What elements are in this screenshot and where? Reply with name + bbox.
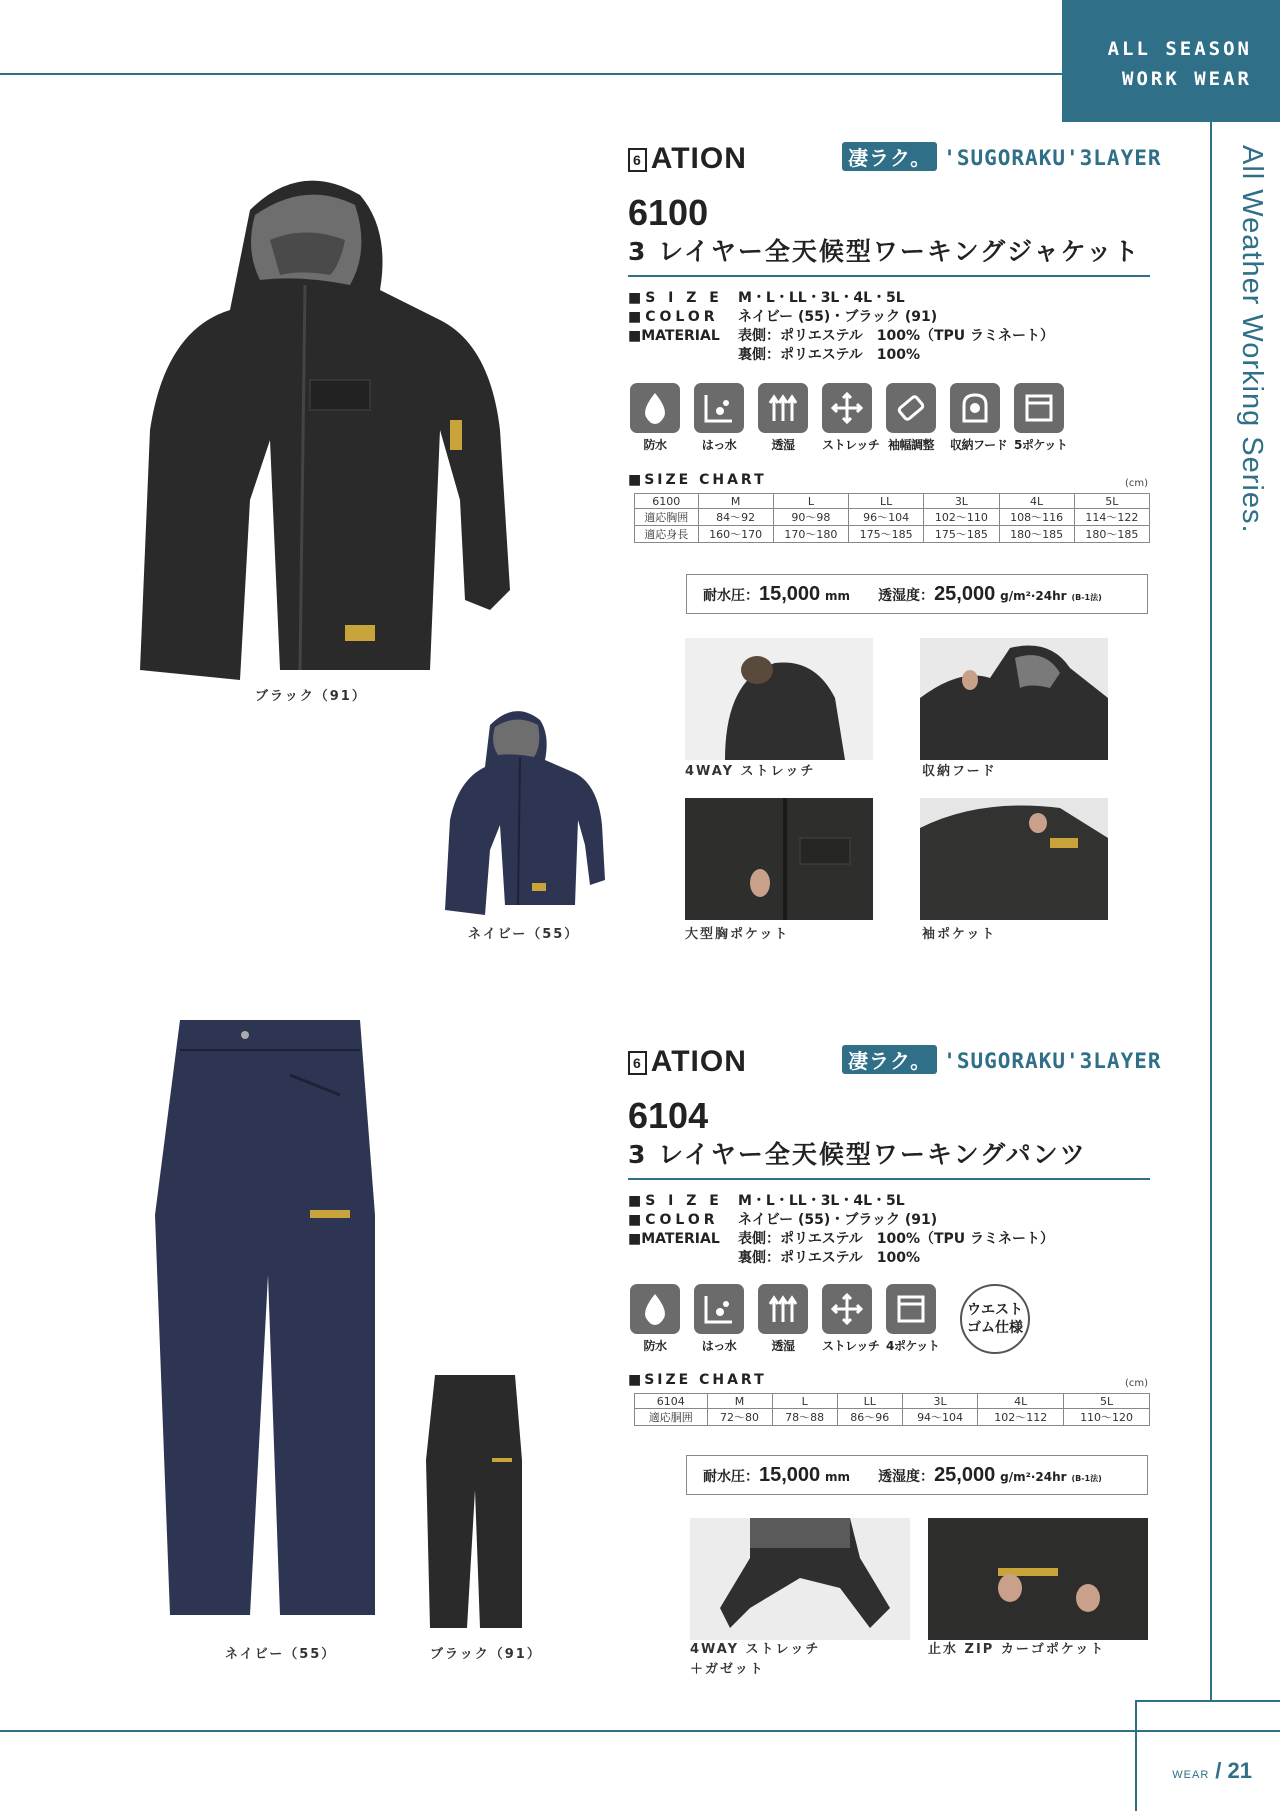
cuff-icon [886,383,936,433]
br-unit: g/m²·24hr [1000,1469,1067,1484]
pants-navy-photo [150,1015,380,1625]
jacket-navy-caption: ネイビー（55） [468,927,580,942]
size-table-cell: 175～185 [924,526,999,543]
stretch-feature [822,383,880,453]
size-table-row [635,1409,1150,1426]
feature-label: 5ポケット [1014,438,1068,452]
feature-label: 袖幅調整 [887,438,934,452]
size-table-cell: 3L [902,1394,977,1409]
pants-tag-jp: 凄ラク。 [842,1045,937,1074]
feature-label: 防水 [643,438,667,452]
pants-brand-mark: 6 [628,1051,647,1075]
pants-size-key: ■S I Z E [628,1193,723,1209]
pants-model-number: 6104 [628,1095,709,1136]
size-table-row [635,509,1150,526]
jacket-black-caption: ブラック（91） [255,689,367,704]
right-rule [1210,122,1212,1702]
pants-breathability-rating [878,1464,1102,1487]
feature-label: 収納フード [950,438,1008,452]
pants-material-value2: 裏側：ポリエステル 100% [738,1250,920,1266]
jacket-size-table [634,493,1150,543]
detail-caption-stretch: 4WAY ストレッチ [685,764,816,779]
jacket-series-tag [842,142,1162,171]
jacket-black-photo [130,170,530,680]
size-table-row-label: 適応胸囲 [635,509,699,526]
size-table-cell: 102～110 [924,509,999,526]
detail-caption-line1: 4WAY ストレッチ [690,1642,821,1657]
jacket-brand-mark: 6 [628,148,647,172]
jacket-size-unit: (cm) [1125,478,1149,489]
jacket-material-value2: 裏側：ポリエステル 100% [738,347,920,363]
feature-label: はっ水 [701,1339,737,1353]
pants-brand-logo [628,1045,747,1079]
wp-label: 耐水圧： [703,587,759,604]
size-table-row-label: 6104 [635,1394,708,1409]
br-value: 25,000 [934,1463,996,1486]
size-table-cell: 110～120 [1064,1409,1150,1426]
detail-caption-line2: ＋ガゼット [690,1662,765,1677]
size-table-cell: 5L [1064,1394,1150,1409]
pocket-feature [886,1284,940,1354]
feature-label: 防水 [643,1339,667,1353]
pants-material-value1: 表側：ポリエステル 100%（TPU ラミネート） [738,1231,1055,1247]
breathable-feature [758,1284,808,1354]
jacket-tag-jp: 凄ラク。 [842,142,937,171]
br-unit: g/m²·24hr [1000,588,1067,603]
season-header-line2: WORK WEAR [1122,68,1252,90]
br-label: 透湿度： [878,1468,935,1485]
size-table-cell: 4L [978,1394,1064,1409]
badge-line1: ウエスト [967,1302,1023,1318]
jacket-material-key: ■MATERIAL [628,328,720,344]
br-method: (B-1法) [1071,1473,1102,1483]
stretch-feature [822,1284,880,1354]
pants-title-rule [628,1178,1150,1180]
wp-unit: mm [825,588,851,603]
pants-size-table [634,1393,1150,1426]
badge-line2: ゴム仕様 [967,1320,1023,1336]
detail-photo-hood [920,638,1108,760]
breathable-feature [758,383,808,453]
cuff-adjust-feature [886,383,936,453]
bottom-rule [0,1730,1280,1732]
arrows-up-icon [758,383,808,433]
size-table-cell: 102～112 [978,1409,1064,1426]
stretch-arrows-icon [822,383,872,433]
size-table-cell: 96～104 [849,509,924,526]
jacket-feature-icons [630,383,1068,453]
pocket-icon [1014,383,1064,433]
size-table-cell: 5L [1074,494,1149,509]
pants-color-value: ネイビー (55)・ブラック (91) [738,1212,938,1228]
page-number [1172,1758,1252,1784]
pants-series-tag [842,1045,1162,1074]
feature-label: ストレッチ [822,1339,880,1353]
detail-caption-chest-pocket: 大型胸ポケット [685,927,790,942]
repel-icon [694,1284,744,1334]
br-method: (B-1法) [1071,592,1102,602]
water-drop-icon [630,383,680,433]
detail-caption-sleeve-pocket: 袖ポケット [922,927,997,942]
size-table-cell: LL [849,494,924,509]
jacket-size-key: ■S I Z E [628,290,723,306]
detail-photo-chest-pocket [685,798,873,920]
wp-unit: mm [825,1469,851,1484]
pocket-feature [1014,383,1068,453]
size-table-cell: 180～185 [1074,526,1149,543]
detail-photo-cargo-pocket [928,1518,1148,1640]
jacket-color-key: ■COLOR [628,309,719,325]
hood-icon [950,383,1000,433]
size-table-cell: M [698,494,773,509]
size-table-cell: 175～185 [849,526,924,543]
size-table-cell: 114～122 [1074,509,1149,526]
pocket-icon [886,1284,936,1334]
pants-spec [628,1192,1054,1268]
jacket-navy-photo [440,705,610,920]
jacket-title-rule [628,275,1150,277]
elastic-waist-badge [960,1284,1030,1354]
size-table-cell: L [772,1394,837,1409]
size-table-cell: M [707,1394,772,1409]
br-value: 25,000 [934,582,996,605]
pants-tag-en: 'SUGORAKU'3LAYER [943,1049,1162,1073]
pants-material-key: ■MATERIAL [628,1231,720,1247]
feature-label: 透湿 [771,1339,795,1353]
jacket-material-value1: 表側：ポリエステル 100%（TPU ラミネート） [738,328,1055,344]
detail-caption-cargo-pocket: 止水 ZIP カーゴポケット [928,1642,1106,1657]
size-table-row [635,526,1150,543]
water-repellent-feature [694,383,744,453]
feature-label: 透湿 [771,438,795,452]
jacket-color-value: ネイビー (55)・ブラック (91) [738,309,938,325]
footer-box [1135,1700,1280,1811]
jacket-size-value: M・L・LL・3L・4L・5L [738,290,905,306]
jacket-product-name: 3 レイヤー全天候型ワーキングジャケット [628,237,1141,266]
size-table-cell: 78～88 [772,1409,837,1426]
stowable-hood-feature [950,383,1008,453]
size-table-cell: 170～180 [773,526,848,543]
footer-section: WEAR [1172,1769,1210,1781]
pants-navy-caption: ネイビー（55） [225,1647,337,1662]
jacket-tag-en: 'SUGORAKU'3LAYER [943,146,1162,170]
jacket-waterproof-rating [703,583,850,606]
feature-label: はっ水 [701,438,737,452]
size-table-cell: 108～116 [999,509,1074,526]
size-table-row [635,494,1150,509]
season-header [1062,0,1280,122]
jacket-spec [628,289,1054,365]
size-table-row-label: 適応胴囲 [635,1409,708,1426]
pants-brand-name: ATION [650,1045,747,1078]
size-table-cell: 160～170 [698,526,773,543]
pants-size-chart-title: ■SIZE CHART [628,1372,767,1388]
size-table-cell: 72～80 [707,1409,772,1426]
pants-waterproof-rating [703,1464,850,1487]
pants-performance-box [686,1455,1148,1495]
repel-icon [694,383,744,433]
detail-photo-pants-stretch [690,1518,910,1640]
jacket-brand-name: ATION [650,142,747,175]
waterproof-feature [630,383,680,453]
wp-label: 耐水圧： [703,1468,759,1485]
detail-photo-sleeve-pocket [920,798,1108,920]
detail-caption-hood: 収納フード [922,764,997,779]
pants-black-photo [420,1370,530,1635]
size-table-row [635,1394,1150,1409]
size-table-cell: 86～96 [837,1409,902,1426]
pants-size-unit: (cm) [1125,1378,1149,1389]
size-table-cell: L [773,494,848,509]
pants-feature-icons [630,1284,940,1354]
season-header-line1: ALL SEASON [1107,38,1252,60]
pants-size-value: M・L・LL・3L・4L・5L [738,1193,905,1209]
stretch-arrows-icon [822,1284,872,1334]
water-drop-icon [630,1284,680,1334]
waterproof-feature [630,1284,680,1354]
size-table-cell: 4L [999,494,1074,509]
top-rule [0,73,1062,75]
pants-color-key: ■COLOR [628,1212,719,1228]
series-title: All Weather Working Series. [1236,145,1268,534]
size-table-cell: 94～104 [902,1409,977,1426]
pants-product-name: 3 レイヤー全天候型ワーキングパンツ [628,1140,1087,1169]
water-repellent-feature [694,1284,744,1354]
arrows-up-icon [758,1284,808,1334]
br-label: 透湿度： [878,587,935,604]
size-table-cell: 90～98 [773,509,848,526]
size-table-cell: 84～92 [698,509,773,526]
footer-page: / 21 [1215,1758,1252,1783]
jacket-performance-box [686,574,1148,614]
size-table-cell: 180～185 [999,526,1074,543]
wp-value: 15,000 [759,582,821,605]
wp-value: 15,000 [759,1463,821,1486]
detail-caption-pants-stretch [690,1640,820,1680]
pants-black-caption: ブラック（91） [430,1647,542,1662]
size-table-cell: 3L [924,494,999,509]
jacket-model-number: 6100 [628,192,709,233]
jacket-brand-logo [628,142,747,176]
detail-photo-stretch [685,638,873,760]
size-table-row-label: 6100 [635,494,699,509]
size-table-cell: LL [837,1394,902,1409]
size-table-row-label: 適応身長 [635,526,699,543]
feature-label: 4ポケット [886,1339,940,1353]
jacket-breathability-rating [878,583,1102,606]
jacket-size-chart-title: ■SIZE CHART [628,472,767,488]
feature-label: ストレッチ [822,438,880,452]
